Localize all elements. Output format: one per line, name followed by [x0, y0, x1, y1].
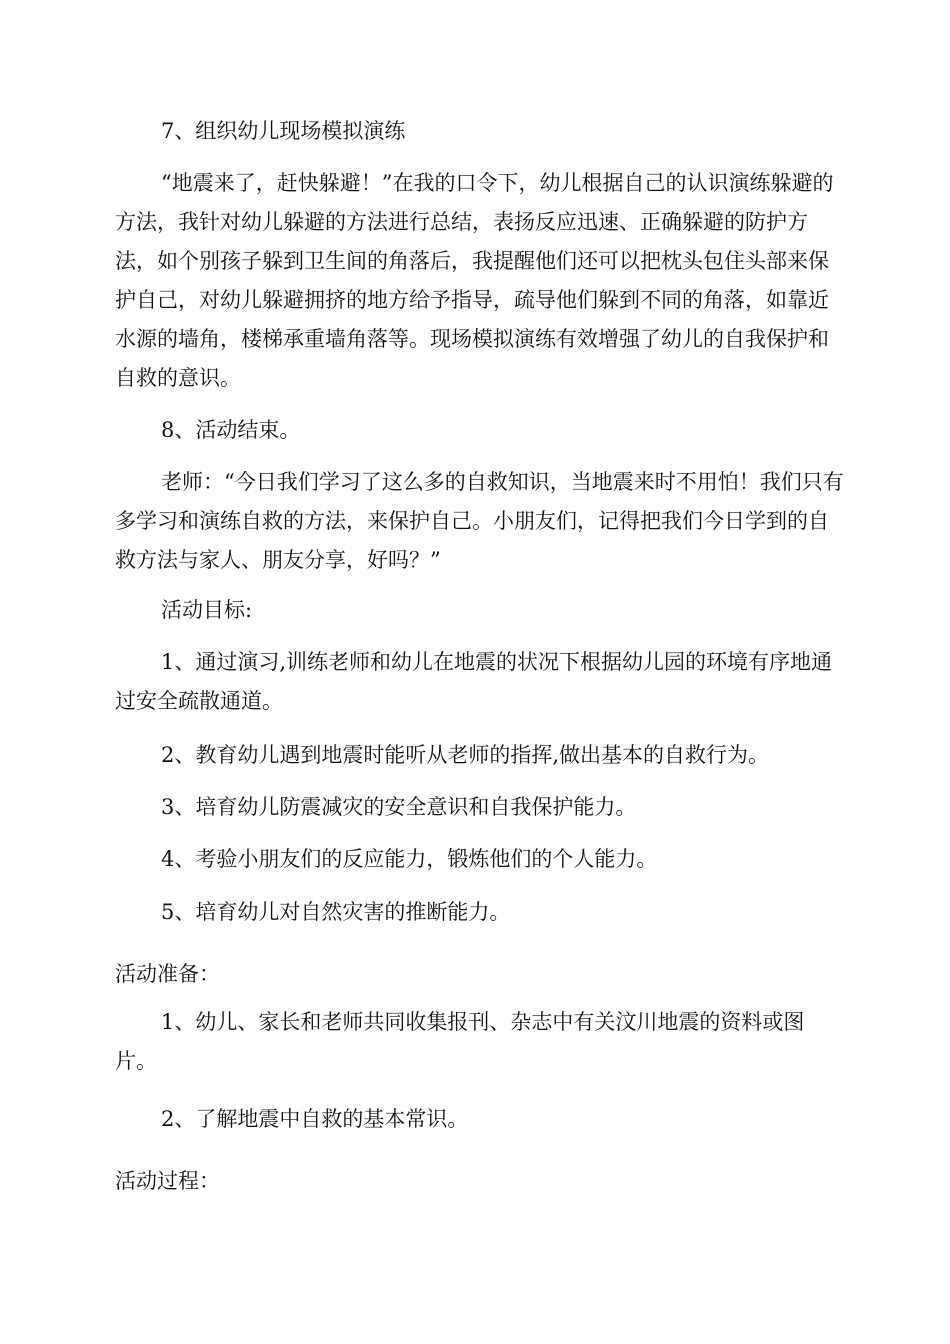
section-heading-process: 活动过程：: [115, 1169, 220, 1193]
goal-item-1: 1、通过演习,训练老师和幼儿在地震的状况下根据幼儿园的环境有序地通过安全疏散通道。: [115, 650, 833, 713]
goal-item-3: 3、培育幼儿防震减灾的安全意识和自我保护能力。: [161, 795, 637, 819]
preparation-item-2: 2、了解地震中自救的基本常识。: [161, 1107, 469, 1131]
goal-item-4: 4、考验小朋友们的反应能力，锻炼他们的个人能力。: [161, 847, 658, 871]
paragraph-step-7-body: “地震来了，赶快躲避！”在我的口令下，幼儿根据自己的认识演练躲避的方法，我针对幼儿躲避的方法进行总结，表扬反应迅速、正确躲避的防护方法，如个别孩子躲到卫生间的角落后，我提醒他们还可以把枕头包住头部来保护自己，对幼儿躲避拥挤的地方给予指导，疏导他们躲到不同的角落，如靠近水源的墙角，楼梯承重墙角落等。现场模拟演练有效增强了幼儿的自我保护和自救的意识。: [115, 171, 834, 390]
goal-item-5: 5、培育幼儿对自然灾害的推断能力。: [161, 900, 511, 924]
section-heading-goals: 活动目标:: [161, 598, 253, 622]
section-heading-preparation: 活动准备：: [115, 962, 220, 986]
goal-item-2: 2、教育幼儿遇到地震时能听从老师的指挥,做出基本的自救行为。: [161, 743, 770, 767]
preparation-item-1: 1、幼儿、家长和老师共同收集报刊、杂志中有关汶川地震的资料或图片。: [115, 1010, 805, 1073]
paragraph-step-8-body: 老师：“今日我们学习了这么多的自救知识，当地震来时不用怕！我们只有多学习和演练自救的方法，来保护自己。小朋友们，记得把我们今日学到的自救方法与家人、朋友分享，好吗？”: [115, 470, 844, 572]
paragraph-step-8-heading: 8、活动结束。: [161, 418, 301, 442]
paragraph-step-7-heading: 7、组织幼儿现场模拟演练: [161, 119, 406, 143]
